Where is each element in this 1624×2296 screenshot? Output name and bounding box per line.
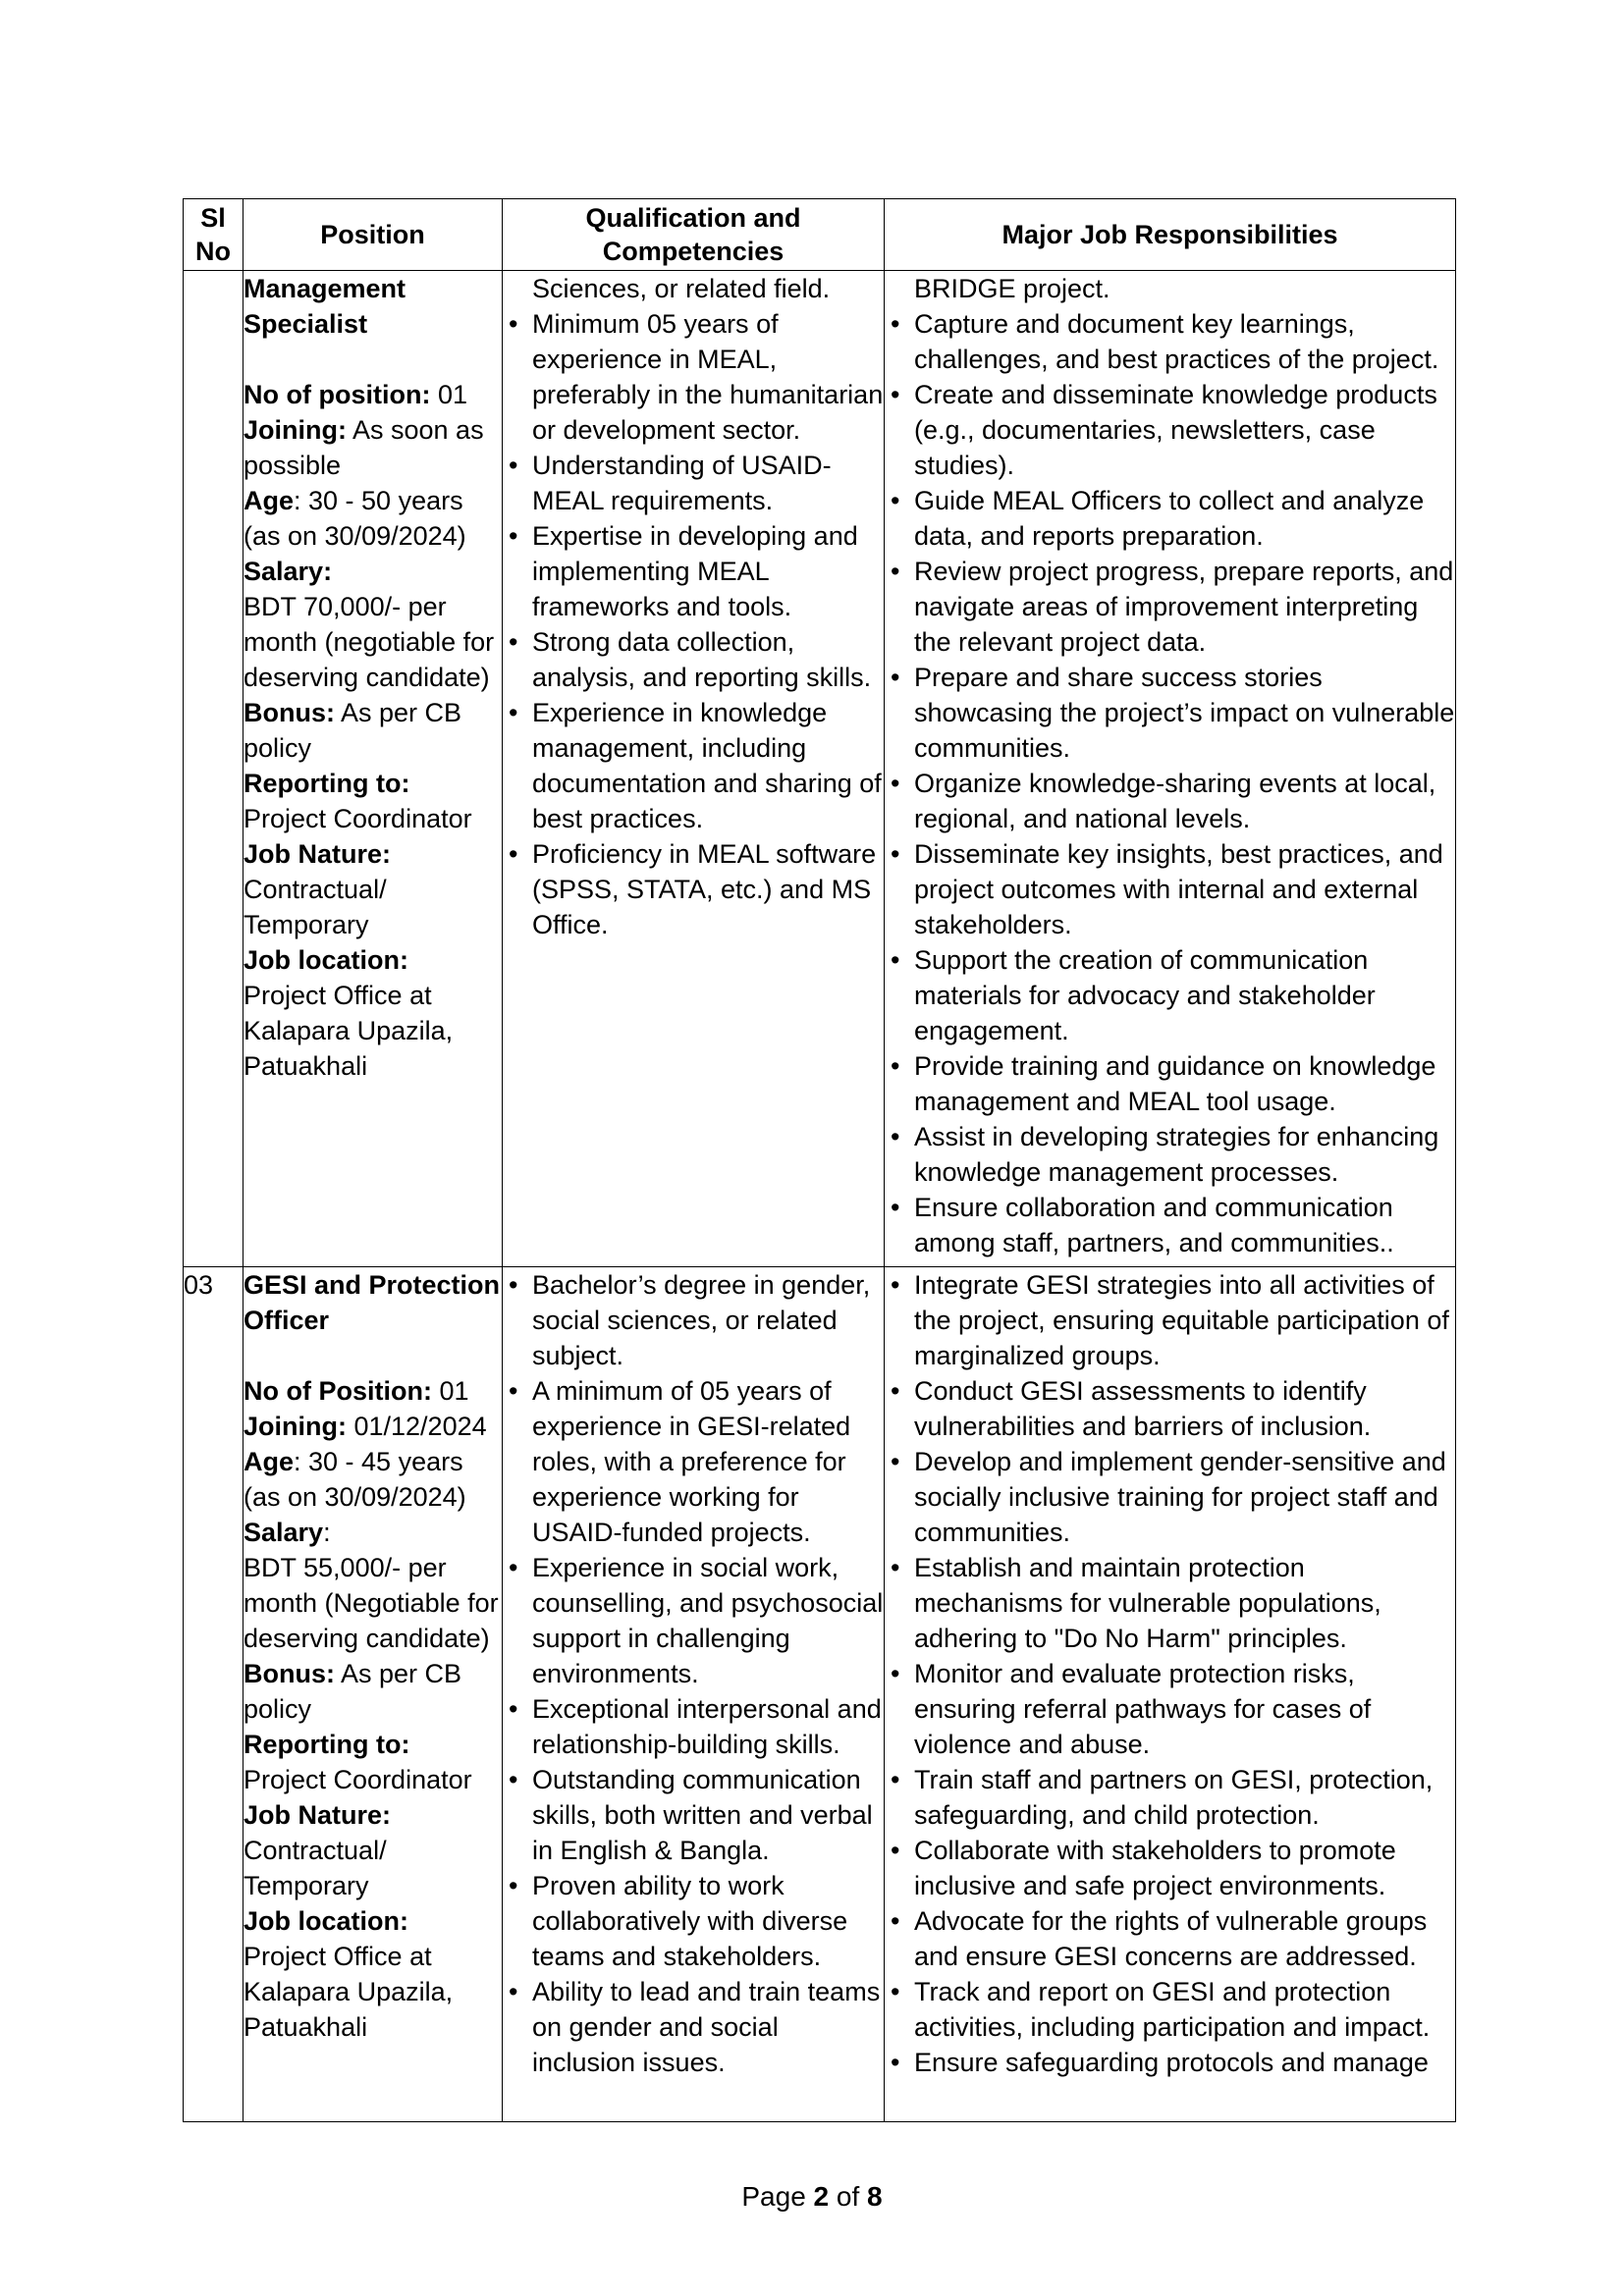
list-item: • Integrate GESI strategies into all activities of the project, ensuring equitable participation of marginalized groups. (885, 1267, 1455, 1373)
list-item: • Guide MEAL Officers to collect and analyze data, and reports preparation. (885, 483, 1455, 554)
list-item: • Monitor and evaluate protection risks, ensuring referral pathways for cases of violence and abuse. (885, 1656, 1455, 1762)
header-sl-no: Sl No (184, 199, 244, 271)
job-location-label: Job location: (244, 945, 408, 975)
responsibility-list (885, 306, 1455, 1260)
list-item: • Bachelor’s degree in gender, social sciences, or related subject. (503, 1267, 884, 1373)
reporting-label: Reporting to: (244, 769, 410, 798)
table-header-row (184, 199, 1456, 271)
list-item: • Understanding of USAID-MEAL requirements. (503, 448, 884, 518)
age: Age: 30 - 45 years (as on 30/09/2024) (244, 1447, 466, 1512)
list-item: • Train staff and partners on GESI, protection, safeguarding, and child protection. (885, 1762, 1455, 1833)
list-item: • Establish and maintain protection mechanisms for vulnerable populations, adhering to "Do No Harm" principles. (885, 1550, 1455, 1656)
table-row-gesi-protection-officer (184, 1267, 1456, 2122)
responsibilities-cell (885, 271, 1456, 1267)
list-item: • Provide training and guidance on knowledge management and MEAL tool usage. (885, 1048, 1455, 1119)
job-nature-value: Contractual/ Temporary (244, 1836, 387, 1900)
job-nature-label: Job Nature: (244, 839, 392, 869)
list-item: • Assist in developing strategies for enhancing knowledge management processes. (885, 1119, 1455, 1190)
position-cell (244, 1267, 503, 2122)
page-label: Page (741, 2181, 814, 2212)
responsibility-list (885, 1267, 1455, 2080)
position-cell (244, 271, 503, 1267)
list-item: • Ensure collaboration and communication among staff, partners, and communities.. (885, 1190, 1455, 1260)
salary-value: BDT 70,000/- per month (negotiable for deserving candidate) (244, 592, 495, 692)
list-item: • Develop and implement gender-sensitive and socially inclusive training for project staff and communities. (885, 1444, 1455, 1550)
list-item: • Disseminate key insights, best practices, and project outcomes with internal and external stakeholders. (885, 836, 1455, 942)
salary-label: Salary: (244, 557, 333, 586)
reporting-value: Project Coordinator (244, 804, 472, 833)
total-pages: 8 (867, 2181, 883, 2212)
list-item: • Ability to lead and train teams on gender and social inclusion issues. (503, 1974, 884, 2080)
job-nature-label: Job Nature: (244, 1800, 392, 1830)
bonus: Bonus: As per CB policy (244, 698, 462, 763)
position-title: GESI and Protection Officer (244, 1270, 501, 1335)
list-item: • Proficiency in MEAL software (SPSS, STATA, etc.) and MS Office. (503, 836, 884, 942)
list-item: • Proven ability to work collaboratively with diverse teams and stakeholders. (503, 1868, 884, 1974)
joining: Joining: 01/12/2024 (244, 1412, 487, 1441)
qualification-list (503, 1267, 884, 2080)
list-item: • Create and disseminate knowledge products (e.g., documentaries, newsletters, case studies). (885, 377, 1455, 483)
position-title: Management Specialist (244, 274, 406, 339)
job-nature-value: Contractual/ Temporary (244, 875, 387, 939)
list-item: • Experience in knowledge management, including documentation and sharing of best practices. (503, 695, 884, 836)
list-item: • Expertise in developing and implementing MEAL frameworks and tools. (503, 518, 884, 624)
age: Age: 30 - 50 years (as on 30/09/2024) (244, 486, 466, 551)
sl-no-cell (184, 271, 244, 1267)
no-of-position: No of position: 01 (244, 380, 467, 409)
header-qualification: Qualification and Competencies (503, 199, 885, 271)
reporting-label: Reporting to: (244, 1730, 410, 1759)
header-responsibilities: Major Job Responsibilities (885, 199, 1456, 271)
list-item: • Strong data collection, analysis, and reporting skills. (503, 624, 884, 695)
list-item: • A minimum of 05 years of experience in GESI-related roles, with a preference for experience working for USAID-funded projects. (503, 1373, 884, 1550)
list-item: • Track and report on GESI and protection activities, including participation and impact. (885, 1974, 1455, 2045)
list-item: • Minimum 05 years of experience in MEAL, preferably in the humanitarian or development sector. (503, 306, 884, 448)
sl-no-cell: 03 (184, 1267, 244, 2122)
qualification-continued-text: Sciences, or related field. (532, 274, 831, 303)
list-item: • Organize knowledge-sharing events at local, regional, and national levels. (885, 766, 1455, 836)
page-footer (0, 2181, 1624, 2213)
list-item: • Exceptional interpersonal and relationship-building skills. (503, 1691, 884, 1762)
job-location-value: Project Office at Kalapara Upazila, Patuakhali (244, 981, 454, 1081)
reporting-value: Project Coordinator (244, 1765, 472, 1794)
table-row-management-specialist (184, 271, 1456, 1267)
salary-value: BDT 55,000/- per month (Negotiable for deserving candidate) (244, 1553, 499, 1653)
responsibility-continued-text: BRIDGE project. (914, 274, 1110, 303)
qualification-cell (503, 1267, 885, 2122)
page-number: 2 (813, 2181, 830, 2212)
no-of-position: No of Position: 01 (244, 1376, 469, 1406)
job-positions-table (183, 198, 1456, 2122)
list-item: • Support the creation of communication materials for advocacy and stakeholder engagement. (885, 942, 1455, 1048)
job-location-value: Project Office at Kalapara Upazila, Patuakhali (244, 1942, 454, 2042)
list-item: • Collaborate with stakeholders to promote inclusive and safe project environments. (885, 1833, 1455, 1903)
list-item: • Conduct GESI assessments to identify vulnerabilities and barriers of inclusion. (885, 1373, 1455, 1444)
qualification-list (503, 306, 884, 942)
header-position: Position (244, 199, 503, 271)
responsibilities-cell (885, 1267, 1456, 2122)
of-label: of (829, 2181, 868, 2212)
list-item: • Advocate for the rights of vulnerable groups and ensure GESI concerns are addressed. (885, 1903, 1455, 1974)
qualification-cell (503, 271, 885, 1267)
salary-label: Salary: (244, 1518, 331, 1547)
list-item: • Ensure safeguarding protocols and manage (885, 2045, 1455, 2080)
list-item: • Capture and document key learnings, challenges, and best practices of the project. (885, 306, 1455, 377)
list-item: • Prepare and share success stories showcasing the project’s impact on vulnerable communities. (885, 660, 1455, 766)
bonus: Bonus: As per CB policy (244, 1659, 462, 1724)
list-item: • Review project progress, prepare reports, and navigate areas of improvement interpreting the relevant project data. (885, 554, 1455, 660)
joining: Joining: As soon as possible (244, 415, 484, 480)
job-location-label: Job location: (244, 1906, 408, 1936)
list-item: • Experience in social work, counselling, and psychosocial support in challenging environments. (503, 1550, 884, 1691)
list-item: • Outstanding communication skills, both written and verbal in English & Bangla. (503, 1762, 884, 1868)
